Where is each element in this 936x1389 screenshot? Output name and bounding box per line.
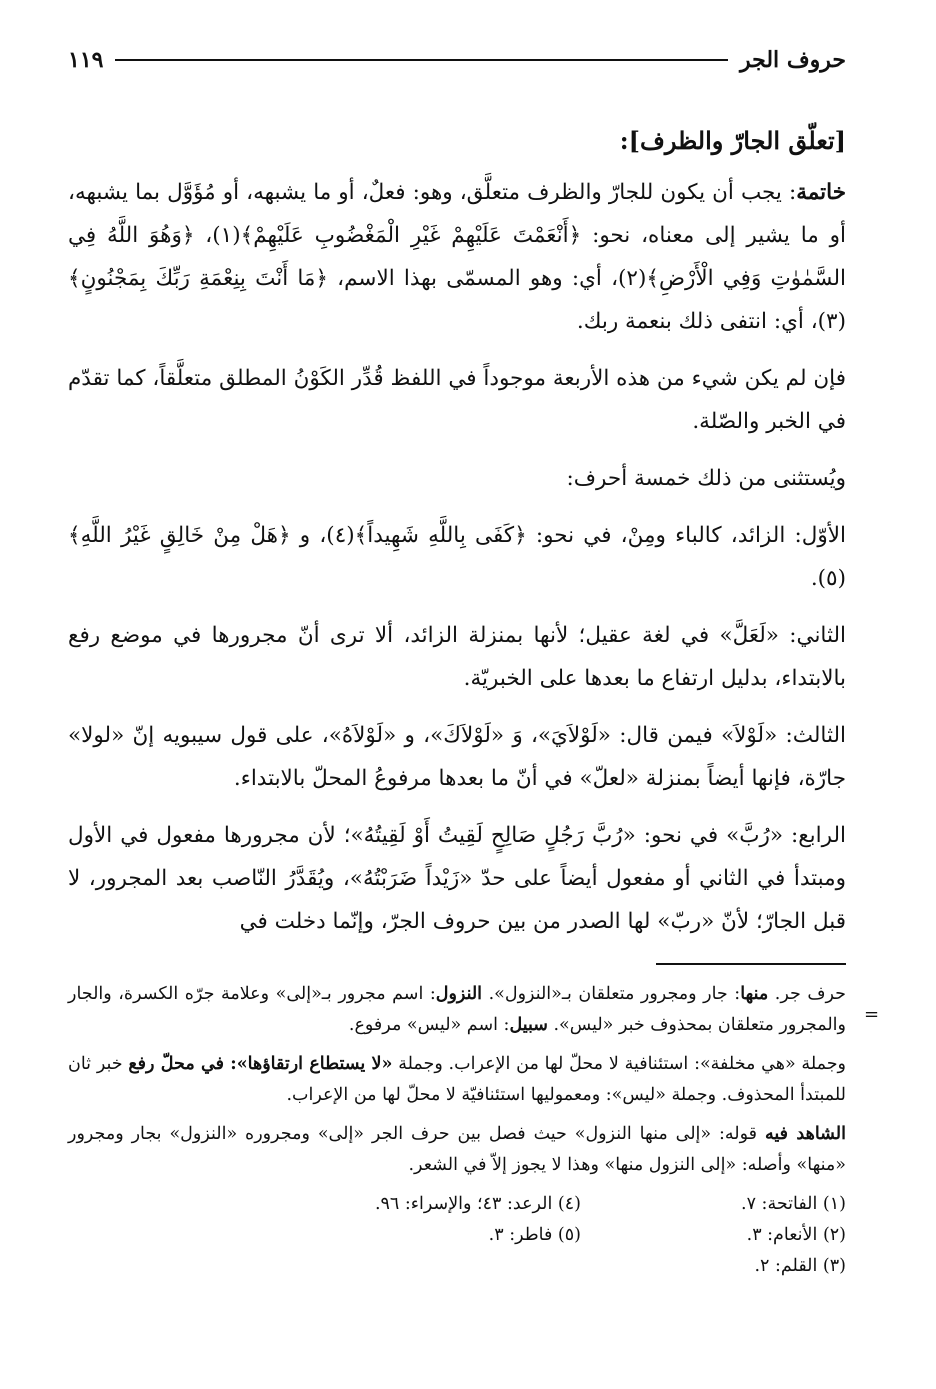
reference-item: (١) الفاتحة: ٧. [741,1194,846,1214]
section-title: [تعلّق الجارّ والظرف]: [619,126,846,155]
reference-item: (٥) فاطر: ٣. [488,1225,581,1245]
paragraph: فإن لم يكن شيء من هذه الأربعة موجوداً في اللفظ قُدِّر الكَوْنُ المطلق متعلَّقاً، كما تقدّم في الخبر والصّلة. [68,366,846,434]
footnote-notes [68,979,846,1181]
paragraph-third-exception: الثالث: «لَوْلاَ» فيمن قال: «لَوْلاَيَ»، وَ «لَوْلاَكَ»، و «لَوْلاَهُ»، على قول سيبويه إنّ «لولا» جارّة، فإنها أيضاً بمنزلة «لعلّ» في أنّ ما بعدها مرفوعُ المحلّ بالابتداء. [68,723,846,791]
footnote-note: حرف جر. منها: جار ومجرور متعلقان بـ«النزول». النزول: اسم مجرور بـ«إلى» وعلامة جرّه الكسرة، والجار والمجرور متعلقان بمحذوف خبر «ليس». سبيل: اسم «ليس» مرفوع. [68,984,847,1035]
reference-item: (٢) الأنعام: ٣. [746,1225,846,1245]
footnote-note: الشاهد فيه قوله: «إلى منها النزول» حيث فصل بين حرف الجر «إلى» ومجروره «النزول» بجار ومجرور «منها» وأصله: «إلى النزول منها» وهذا لا يجوز إلاّ في الشعر. [68,1124,846,1175]
paragraph-fourth-exception: الرابع: «رُبَّ» في نحو: «رُبَّ رَجُلٍ صَالِحٍ لَقِيتُ أَوْ لَقِيتُهُ»؛ لأن مجرورها مفعول في الأول ومبتدأ في الثاني أو مفعول أيضاً على حدّ «زَيْداً ضَرَبْتُهُ»، ويُقَدَّرُ النّاصب بعد المجرور، لا قبل الجارّ؛ لأنّ «ربّ» لها الصدر من بين حروف الجرّ، وإنّما دخلت في [68,823,846,934]
main-text [68,171,846,943]
page-header [68,38,846,82]
page-number: ١١٩ [68,47,104,73]
header-rule [115,59,728,61]
footnote-continuation-mark: = [864,1004,880,1025]
paragraph-text: : يجب أن يكون للجارّ والظرف متعلَّق، وهو: فعلٌ، أو ما يشبهه، أو مُؤَوَّل بما يشبهه، أو ما يشير إلى معناه، نحو: ﴿أَنْعَمْتَ عَلَيْهِمْ غَيْرِ الْمَغْضُوبِ عَلَيْهِمْ﴾(١)، ﴿وَهُوَ اللَّهُ فِي السَّمٰوٰتِ وَفِي الْأَرْضِ﴾(٢)، أي: وهو المسمّى بهذا الاسم، ﴿مَا أَنْتَ بِنِعْمَةِ رَبِّكَ بِمَجْنُونٍ﴾(٣)، أي: انتفى ذلك بنعمة ربك. [68,180,846,334]
paragraph: ويُستثنى من ذلك خمسة أحرف: [566,466,846,491]
paragraph-first-exception: الأوّل: الزائد، كالباء ومِنْ، في نحو: ﴿كَفَى بِاللَّهِ شَهِيداً﴾(٤)، و ﴿هَلْ مِنْ خَالِقٍ غَيْرُ اللَّهِ﴾(٥). [68,523,847,591]
paragraph-second-exception: الثاني: «لَعَلَّ» في لغة عقيل؛ لأنها بمنزلة الزائد، ألا ترى أنّ مجرورها في موضع رفع بالابتداء، بدليل ارتفاع ما بعدها على الخبريّة. [68,623,846,691]
reference-item: (٣) القلم: ٢. [754,1256,846,1276]
footnote-references [68,1189,846,1282]
references-column-right [741,1189,846,1282]
chapter-title: حروف الجر [740,47,846,73]
footnote-separator [656,963,846,965]
book-page [68,38,846,1359]
references-column-left [375,1189,581,1282]
paragraph-lead: خاتمة [796,180,846,205]
paragraph-conclusion [68,171,846,343]
reference-item: (٤) الرعد: ٤٣؛ والإسراء: ٩٦. [374,1194,581,1214]
footnote-note: وجملة «هي مخلفة»: استئنافية لا محلّ لها من الإعراب. وجملة «لا يستطاع ارتقاؤها»: في محلّ رفع خبر ثان للمبتدأ المحذوف. وجملة «ليس»: ومعموليها استئنافيّة لا محلّ لها من الإعراب. [68,1054,846,1105]
